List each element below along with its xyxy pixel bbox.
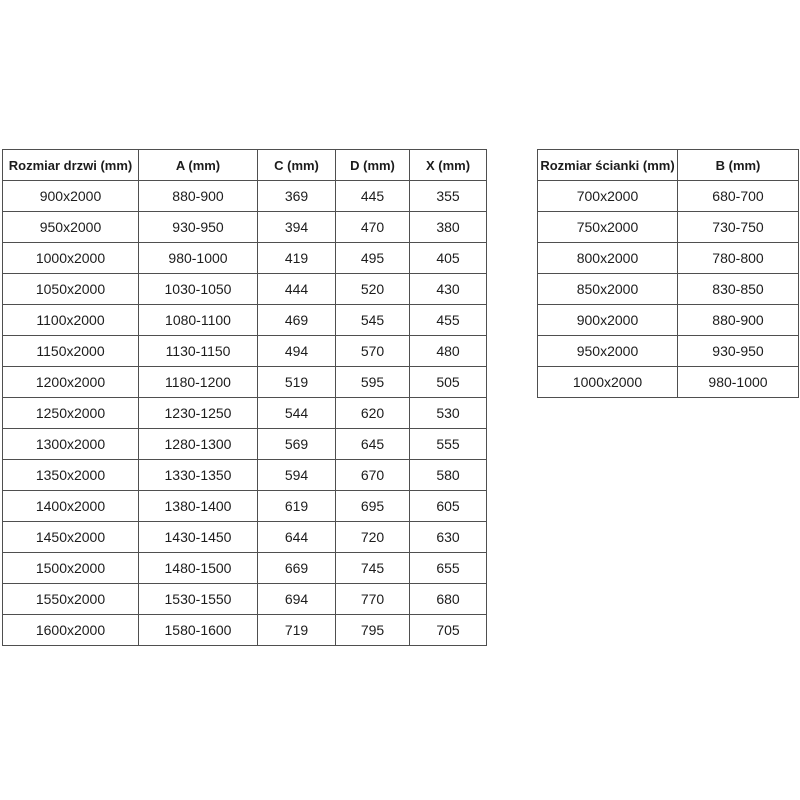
table-cell: 669 [258,553,336,584]
wall-table-body [538,181,799,398]
table-cell: 1150x2000 [3,336,139,367]
table-cell: 1400x2000 [3,491,139,522]
table-cell: 580 [410,460,487,491]
table-cell: 380 [410,212,487,243]
table-cell: 1330-1350 [139,460,258,491]
table-cell: 695 [336,491,410,522]
table-cell: 700x2000 [538,181,678,212]
c-column-header: C (mm) [258,150,336,181]
table-cell: 850x2000 [538,274,678,305]
table-cell: 1100x2000 [3,305,139,336]
table-cell: 455 [410,305,487,336]
table-cell: 570 [336,336,410,367]
table-cell: 444 [258,274,336,305]
table-cell: 670 [336,460,410,491]
table-cell: 595 [336,367,410,398]
table-cell: 1080-1100 [139,305,258,336]
table-cell: 950x2000 [538,336,678,367]
table-cell: 1550x2000 [3,584,139,615]
table-cell: 430 [410,274,487,305]
table-cell: 1580-1600 [139,615,258,646]
table-row [3,584,487,615]
b-column-header: B (mm) [678,150,799,181]
table-cell: 619 [258,491,336,522]
table-cell: 1230-1250 [139,398,258,429]
table-cell: 355 [410,181,487,212]
table-row [538,243,799,274]
table-cell: 780-800 [678,243,799,274]
table-cell: 719 [258,615,336,646]
table-cell: 419 [258,243,336,274]
table-cell: 705 [410,615,487,646]
table-cell: 594 [258,460,336,491]
table-cell: 1600x2000 [3,615,139,646]
table-cell: 1300x2000 [3,429,139,460]
table-cell: 405 [410,243,487,274]
table-row [3,336,487,367]
table-cell: 880-900 [139,181,258,212]
table-cell: 1430-1450 [139,522,258,553]
table-cell: 720 [336,522,410,553]
table-cell: 950x2000 [3,212,139,243]
table-cell: 369 [258,181,336,212]
table-cell: 1130-1150 [139,336,258,367]
table-row [3,429,487,460]
table-cell: 495 [336,243,410,274]
table-row [3,522,487,553]
table-cell: 645 [336,429,410,460]
door-size-column-header: Rozmiar drzwi (mm) [3,150,139,181]
x-column-header: X (mm) [410,150,487,181]
table-cell: 480 [410,336,487,367]
table-cell: 830-850 [678,274,799,305]
table-row [3,553,487,584]
table-row [538,274,799,305]
wall-size-table [537,149,799,398]
table-cell: 680 [410,584,487,615]
table-row [538,336,799,367]
table-row [3,212,487,243]
table-cell: 655 [410,553,487,584]
table-cell: 795 [336,615,410,646]
table-row [3,274,487,305]
table-cell: 1250x2000 [3,398,139,429]
table-cell: 1380-1400 [139,491,258,522]
table-cell: 505 [410,367,487,398]
table-row [3,243,487,274]
table-cell: 980-1000 [678,367,799,398]
table-cell: 750x2000 [538,212,678,243]
table-cell: 545 [336,305,410,336]
table-cell: 555 [410,429,487,460]
table-cell: 530 [410,398,487,429]
table-cell: 1280-1300 [139,429,258,460]
wall-table-header-row [538,150,799,181]
table-cell: 800x2000 [538,243,678,274]
table-cell: 1030-1050 [139,274,258,305]
table-cell: 1180-1200 [139,367,258,398]
table-cell: 630 [410,522,487,553]
table-cell: 494 [258,336,336,367]
table-row [538,367,799,398]
table-cell: 680-700 [678,181,799,212]
table-cell: 644 [258,522,336,553]
table-cell: 880-900 [678,305,799,336]
table-cell: 745 [336,553,410,584]
table-row [538,305,799,336]
table-cell: 1200x2000 [3,367,139,398]
table-cell: 694 [258,584,336,615]
table-cell: 394 [258,212,336,243]
table-cell: 1000x2000 [3,243,139,274]
table-cell: 470 [336,212,410,243]
table-cell: 980-1000 [139,243,258,274]
d-column-header: D (mm) [336,150,410,181]
table-cell: 1450x2000 [3,522,139,553]
table-cell: 544 [258,398,336,429]
table-row [538,181,799,212]
table-cell: 1480-1500 [139,553,258,584]
table-cell: 1000x2000 [538,367,678,398]
table-cell: 469 [258,305,336,336]
table-row [3,181,487,212]
door-table-body [3,181,487,646]
wall-size-column-header: Rozmiar ścianki (mm) [538,150,678,181]
door-size-table [2,149,487,646]
table-row [3,491,487,522]
table-cell: 770 [336,584,410,615]
table-row [3,615,487,646]
table-cell: 520 [336,274,410,305]
table-cell: 620 [336,398,410,429]
table-cell: 1050x2000 [3,274,139,305]
table-row [3,305,487,336]
table-cell: 569 [258,429,336,460]
table-cell: 445 [336,181,410,212]
table-cell: 1500x2000 [3,553,139,584]
table-cell: 900x2000 [3,181,139,212]
a-column-header: A (mm) [139,150,258,181]
table-row [3,367,487,398]
table-cell: 730-750 [678,212,799,243]
table-row [3,398,487,429]
door-table-header-row [3,150,487,181]
table-cell: 930-950 [139,212,258,243]
table-cell: 1350x2000 [3,460,139,491]
table-row [538,212,799,243]
table-cell: 605 [410,491,487,522]
table-cell: 1530-1550 [139,584,258,615]
table-row [3,460,487,491]
table-cell: 930-950 [678,336,799,367]
table-cell: 519 [258,367,336,398]
table-cell: 900x2000 [538,305,678,336]
